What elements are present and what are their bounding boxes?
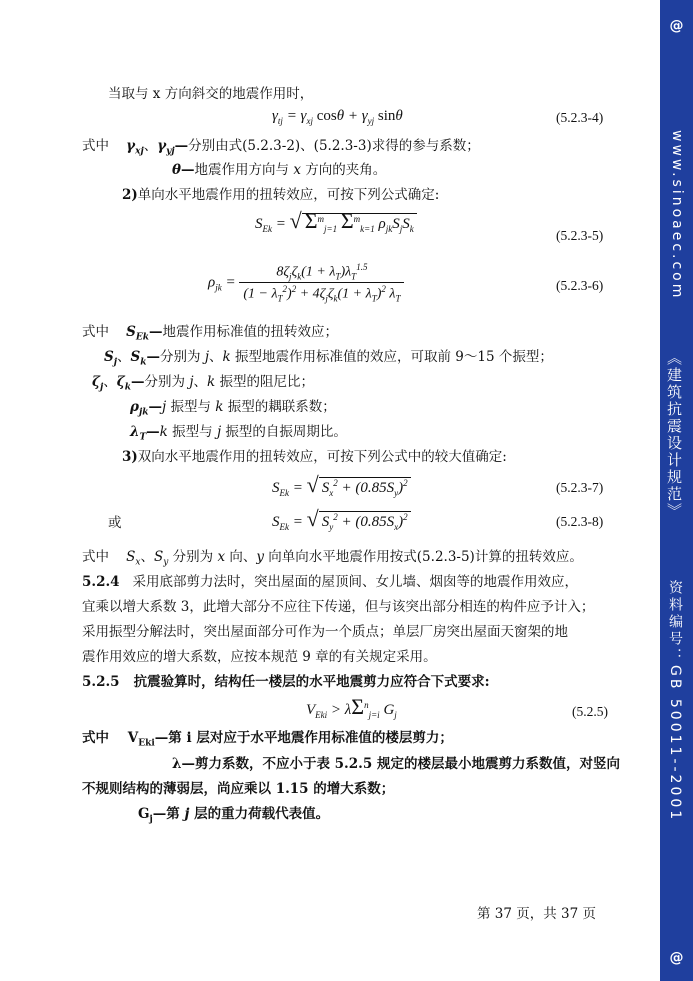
right-sidebar-banner xyxy=(660,0,693,981)
page-footer: 第 37 页，共 37 页 xyxy=(477,906,597,922)
text-line: λ—剪力系数，不应小于表 5.2.5 规定的楼层最小地震剪力系数值，对竖向 xyxy=(172,756,620,772)
text-line: 5.2.4 采用底部剪力法时，突出屋面的屋顶间、女儿墙、烟囱等的地震作用效应， xyxy=(82,574,578,590)
text-line: 式中 $S_x$、$S_y$ 分别为 x 向、y 向单向水平地震作用按式(5.2.3-5)计算的扭转效应。 xyxy=(82,549,583,568)
text-line: 不规则结构的薄弱层，尚应乘以 1.15 的增大系数； xyxy=(82,781,395,797)
text-line: 或 xyxy=(108,515,122,531)
equation-5-2-3-7: $S_{Ek}$ = √ $S_x^2 + (0.85S_y)^2$ xyxy=(272,472,411,498)
text-line: 宜乘以增大系数 3，此增大部分不应往下传递，但与该突出部分相连的构件应予计入； xyxy=(82,599,595,615)
equation-number: (5.2.3-5) xyxy=(556,228,604,243)
at-icon-top: @ xyxy=(669,18,684,34)
text-line: 式中 $S_{Ek}—$地震作用标准值的扭转效应； xyxy=(82,324,339,343)
text-line: $\lambda_T—k$ 振型与 j 振型的自振周期比。 xyxy=(130,424,347,443)
equation-5-2-3-5: $S_{Ek}$ = √ $\Sigma^m_{j=1}$ $\Sigma^m_{k=1}$ $\rho_{jk}S_jS_k$ xyxy=(255,208,417,234)
text-line: 采用振型分解法时，突出屋面部分可作为一个质点；单层厂房突出屋面天窗架的地 xyxy=(82,624,568,640)
text-line: $S_j$、$S_k—$分别为 j、k 振型地震作用标准值的效应，可取前 9～15 个振型； xyxy=(104,349,553,368)
equation-number: (5.2.3-6) xyxy=(556,278,604,293)
text-line: 震作用效应的增大系数，应按本规范 9 章的有关规定采用。 xyxy=(82,649,437,665)
sidebar-code: 资料编号：GB 50011--2001 xyxy=(667,580,683,823)
text-line: θ—地震作用方向与 x 方向的夹角。 xyxy=(172,162,387,178)
text-line: 5.2.5 抗震验算时，结构任一楼层的水平地震剪力应符合下式要求: xyxy=(82,674,490,690)
text-line: 3)双向水平地震作用的扭转效应，可按下列公式中的较大值确定: xyxy=(122,449,507,465)
text-line: 式中 $\gamma_{xj}$、$\gamma_{yj}—$分别由式(5.2.3-2)、(5.2.3-3)求得的参与系数； xyxy=(82,138,480,157)
sidebar-url: www.sinoaec.com xyxy=(669,130,685,301)
text-line: $G_j—$第 j 层的重力荷载代表值。 xyxy=(138,806,330,825)
equation-5-2-3-4: $\gamma_{tj} = \gamma_{xj}$ $\cos\theta + \gamma_{yj}$ sinθ xyxy=(272,108,403,126)
text-line: 2)单向水平地震作用的扭转效应，可按下列公式确定: xyxy=(122,187,440,203)
text-line: 式中 $V_{Eki}—$第 i 层对应于水平地震作用标准值的楼层剪力； xyxy=(82,730,453,749)
text-line: $\rho_{jk}—j$ 振型与 k 振型的耦联系数； xyxy=(130,399,336,418)
equation-5-2-5: $V_{Eki} > \lambda\Sigma^n_{j=i}$ $G_j$ xyxy=(306,694,397,720)
equation-number: (5.2.3-7) xyxy=(556,480,604,495)
text-line: 当取与 x 方向斜交的地震作用时， xyxy=(108,86,314,102)
sidebar-title: 《建筑抗震设计规范》 xyxy=(665,350,683,520)
equation-5-2-3-6: $\rho_{jk}$ = $\frac{8\zeta_j\zeta_k(1 + \lambda_T)\lambda_T^{1.5}}{(1 - \lambda_T^2)^2 + 4\zeta_j\zeta_k(1 + \lambda_T)^2 \lambda_T}$ xyxy=(208,262,404,304)
text-line: $\zeta_j$、$\zeta_k—$分别为 j、k 振型的阻尼比； xyxy=(92,374,314,393)
at-icon-bottom: @ xyxy=(669,950,684,966)
equation-5-2-3-8: $S_{Ek}$ = √ $S_y^2 + (0.85S_x)^2$ xyxy=(272,506,411,532)
equation-number: (5.2.5) xyxy=(572,704,608,719)
equation-number: (5.2.3-4) xyxy=(556,110,604,125)
equation-number: (5.2.3-8) xyxy=(556,514,604,529)
